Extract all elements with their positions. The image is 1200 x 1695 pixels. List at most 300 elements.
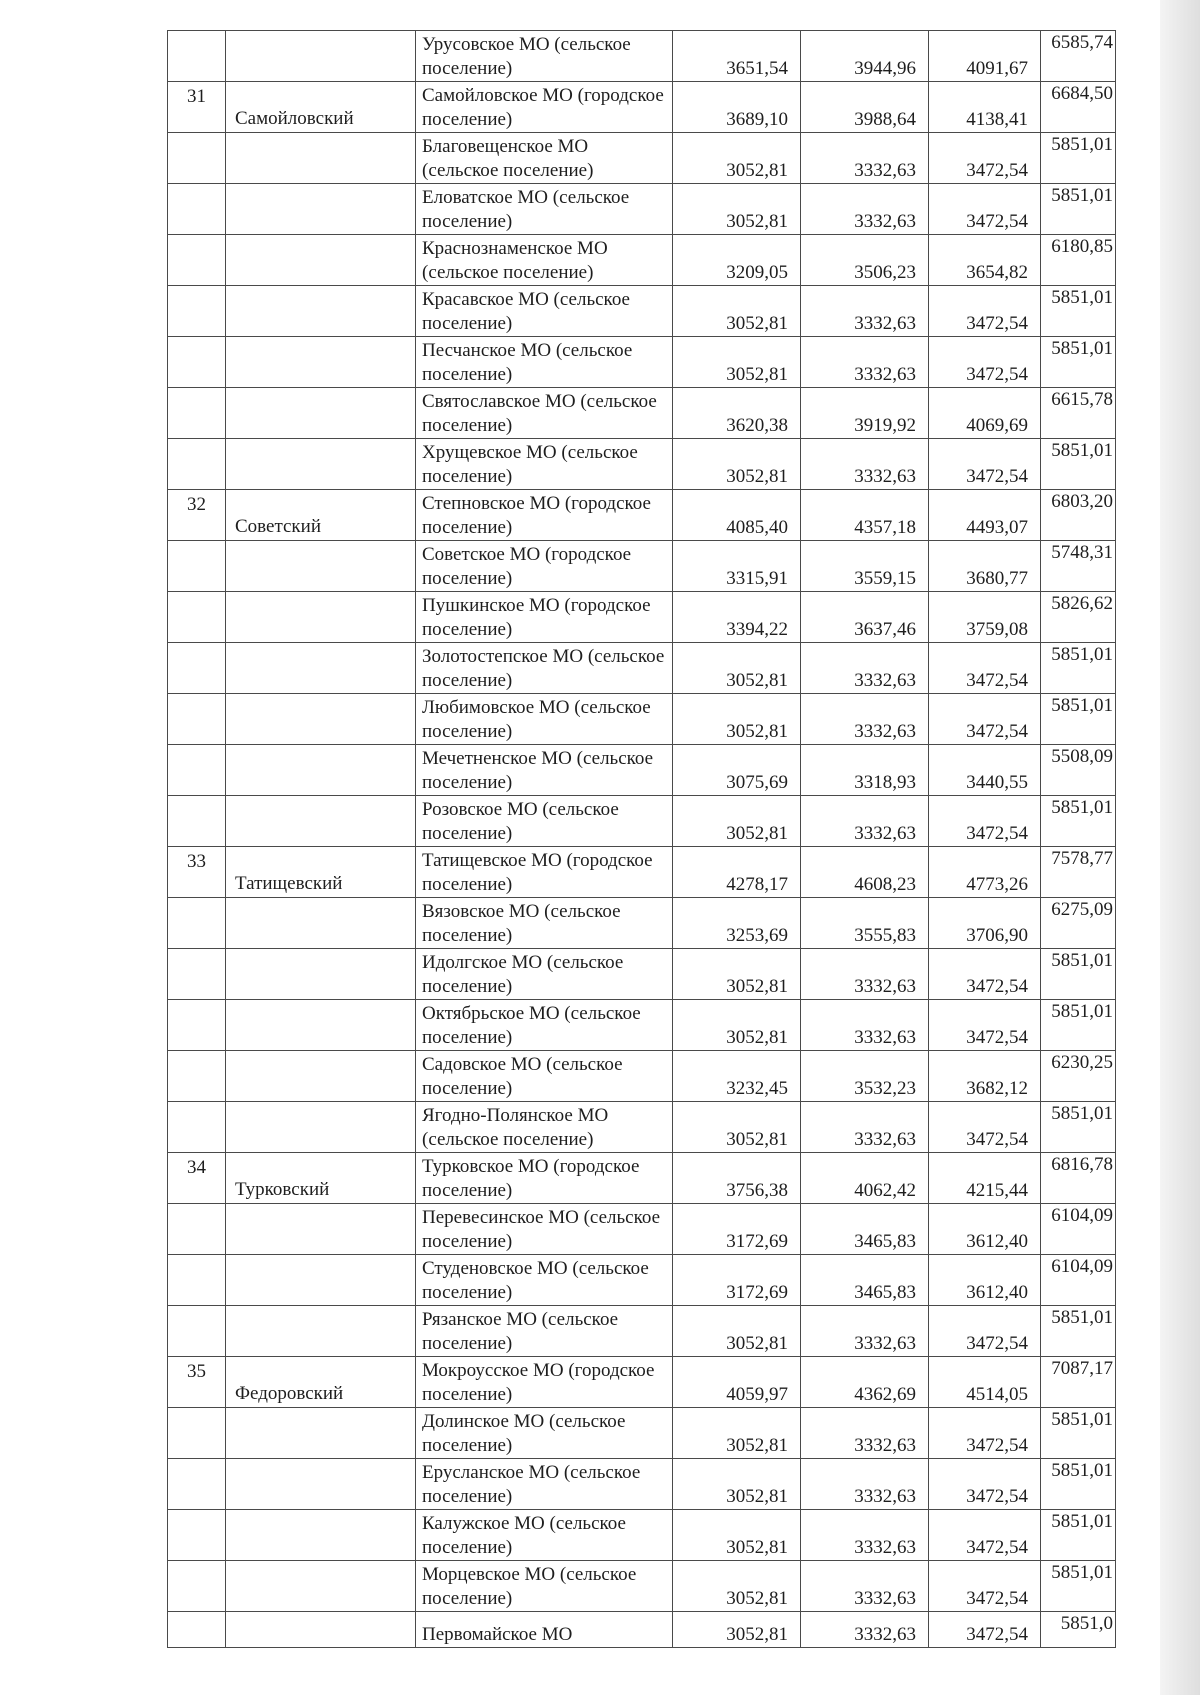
value-cell-4 bbox=[1041, 1102, 1116, 1153]
table-row bbox=[168, 898, 1116, 949]
municipality-cell bbox=[416, 31, 673, 82]
value-text-1: 3172,69 bbox=[726, 1231, 788, 1252]
municipality-cell bbox=[416, 1357, 673, 1408]
value-cell-3 bbox=[929, 82, 1041, 133]
value-cell-2 bbox=[801, 949, 929, 1000]
value-text-4: 5851,01 bbox=[1051, 185, 1113, 206]
value-cell-4 bbox=[1041, 1561, 1116, 1612]
table-row bbox=[168, 796, 1116, 847]
value-cell-4 bbox=[1041, 388, 1116, 439]
value-text-1: 3052,81 bbox=[726, 1027, 788, 1048]
value-cell-3 bbox=[929, 1204, 1041, 1255]
municipality-text: Садовское МО (сельское поселение) bbox=[422, 1054, 623, 1099]
value-cell-4 bbox=[1041, 1408, 1116, 1459]
value-text-4: 5851,01 bbox=[1051, 338, 1113, 359]
table-row bbox=[168, 1408, 1116, 1459]
value-text-1: 3052,81 bbox=[726, 364, 788, 385]
value-cell-2 bbox=[801, 337, 929, 388]
district-cell bbox=[226, 796, 416, 847]
value-text-3: 3612,40 bbox=[966, 1282, 1028, 1303]
value-text-1: 3052,81 bbox=[726, 1537, 788, 1558]
value-cell-4 bbox=[1041, 1612, 1116, 1648]
value-cell-1 bbox=[673, 1612, 801, 1648]
value-text-4: 6104,09 bbox=[1051, 1256, 1113, 1277]
municipality-cell bbox=[416, 1459, 673, 1510]
value-text-1: 3756,38 bbox=[726, 1180, 788, 1201]
value-text-4: 5851,01 bbox=[1051, 644, 1113, 665]
row-number-text: 33 bbox=[187, 851, 206, 872]
row-number-text: 35 bbox=[187, 1361, 206, 1382]
row-number-cell bbox=[168, 1561, 226, 1612]
value-cell-3 bbox=[929, 1408, 1041, 1459]
district-cell bbox=[226, 439, 416, 490]
value-cell-1 bbox=[673, 1102, 801, 1153]
table-row bbox=[168, 694, 1116, 745]
value-text-4: 5851,01 bbox=[1051, 695, 1113, 716]
municipality-text: Турковское МО (городское поселение) bbox=[422, 1156, 640, 1201]
municipality-text: Мокроусское МО (городское поселение) bbox=[422, 1360, 655, 1405]
table-row bbox=[168, 82, 1116, 133]
row-number-cell bbox=[168, 643, 226, 694]
municipality-text: Студеновское МО (сельское поселение) bbox=[422, 1258, 649, 1303]
page-edge-shadow bbox=[1160, 0, 1200, 1695]
value-cell-4 bbox=[1041, 286, 1116, 337]
value-cell-3 bbox=[929, 898, 1041, 949]
table-row bbox=[168, 337, 1116, 388]
municipality-text: Самойловское МО (городское поселение) bbox=[422, 85, 664, 130]
value-text-2: 3532,23 bbox=[854, 1078, 916, 1099]
value-text-3: 3472,54 bbox=[966, 211, 1028, 232]
value-text-3: 4215,44 bbox=[966, 1180, 1028, 1201]
district-cell bbox=[226, 388, 416, 439]
value-cell-1 bbox=[673, 796, 801, 847]
table-row bbox=[168, 1204, 1116, 1255]
value-text-2: 3332,63 bbox=[854, 1486, 916, 1507]
value-text-4: 7578,77 bbox=[1051, 848, 1113, 869]
value-text-2: 3332,63 bbox=[854, 160, 916, 181]
district-cell bbox=[226, 286, 416, 337]
row-number-cell bbox=[168, 541, 226, 592]
municipality-cell bbox=[416, 1204, 673, 1255]
row-number-cell bbox=[168, 31, 226, 82]
value-text-3: 4773,26 bbox=[966, 874, 1028, 895]
row-number-cell bbox=[168, 490, 226, 541]
value-cell-4 bbox=[1041, 541, 1116, 592]
municipality-text: Благовещенское МО (сельское поселение) bbox=[422, 136, 594, 181]
row-number-cell bbox=[168, 184, 226, 235]
value-text-1: 3052,81 bbox=[726, 1129, 788, 1150]
row-number-cell bbox=[168, 235, 226, 286]
value-cell-4 bbox=[1041, 796, 1116, 847]
district-cell bbox=[226, 184, 416, 235]
row-number-cell bbox=[168, 1357, 226, 1408]
value-cell-4 bbox=[1041, 31, 1116, 82]
value-text-1: 3620,38 bbox=[726, 415, 788, 436]
district-cell bbox=[226, 1459, 416, 1510]
district-cell bbox=[226, 1357, 416, 1408]
value-text-4: 5851,01 bbox=[1051, 1307, 1113, 1328]
municipality-cell bbox=[416, 82, 673, 133]
value-cell-1 bbox=[673, 133, 801, 184]
table-row bbox=[168, 1510, 1116, 1561]
value-cell-4 bbox=[1041, 898, 1116, 949]
value-cell-3 bbox=[929, 388, 1041, 439]
municipality-cell bbox=[416, 796, 673, 847]
municipality-cell bbox=[416, 898, 673, 949]
municipality-cell bbox=[416, 1510, 673, 1561]
district-cell bbox=[226, 1153, 416, 1204]
value-text-2: 3332,63 bbox=[854, 670, 916, 691]
table-row bbox=[168, 184, 1116, 235]
value-cell-4 bbox=[1041, 745, 1116, 796]
value-cell-1 bbox=[673, 31, 801, 82]
value-text-1: 3052,81 bbox=[726, 1588, 788, 1609]
district-cell bbox=[226, 1204, 416, 1255]
table-body bbox=[168, 31, 1116, 1648]
district-cell bbox=[226, 643, 416, 694]
value-cell-4 bbox=[1041, 337, 1116, 388]
table-row bbox=[168, 235, 1116, 286]
value-cell-2 bbox=[801, 439, 929, 490]
table-row bbox=[168, 949, 1116, 1000]
value-cell-3 bbox=[929, 31, 1041, 82]
value-text-1: 3689,10 bbox=[726, 109, 788, 130]
value-cell-3 bbox=[929, 1510, 1041, 1561]
value-text-2: 3332,63 bbox=[854, 466, 916, 487]
value-cell-4 bbox=[1041, 235, 1116, 286]
value-cell-2 bbox=[801, 490, 929, 541]
value-text-4: 6803,20 bbox=[1051, 491, 1113, 512]
value-text-4: 6104,09 bbox=[1051, 1205, 1113, 1226]
value-cell-1 bbox=[673, 490, 801, 541]
value-cell-2 bbox=[801, 82, 929, 133]
value-text-3: 3472,54 bbox=[966, 1435, 1028, 1456]
value-cell-2 bbox=[801, 898, 929, 949]
value-cell-3 bbox=[929, 235, 1041, 286]
value-cell-1 bbox=[673, 1000, 801, 1051]
value-text-3: 3472,54 bbox=[966, 976, 1028, 997]
row-number-cell bbox=[168, 1153, 226, 1204]
value-cell-4 bbox=[1041, 592, 1116, 643]
value-cell-3 bbox=[929, 439, 1041, 490]
municipality-cell bbox=[416, 1255, 673, 1306]
value-cell-1 bbox=[673, 439, 801, 490]
value-text-2: 3559,15 bbox=[854, 568, 916, 589]
municipality-text: Красавское МО (сельское поселение) bbox=[422, 289, 630, 334]
district-cell bbox=[226, 745, 416, 796]
value-text-1: 3172,69 bbox=[726, 1282, 788, 1303]
municipality-cell bbox=[416, 1306, 673, 1357]
municipality-cell bbox=[416, 949, 673, 1000]
value-cell-2 bbox=[801, 388, 929, 439]
table-row bbox=[168, 439, 1116, 490]
district-cell bbox=[226, 490, 416, 541]
value-text-4: 5508,09 bbox=[1051, 746, 1113, 767]
municipality-text: Калужское МО (сельское поселение) bbox=[422, 1513, 626, 1558]
value-cell-2 bbox=[801, 1102, 929, 1153]
district-cell bbox=[226, 898, 416, 949]
value-text-3: 3472,54 bbox=[966, 466, 1028, 487]
district-cell bbox=[226, 337, 416, 388]
value-cell-2 bbox=[801, 31, 929, 82]
municipality-cell bbox=[416, 541, 673, 592]
value-cell-3 bbox=[929, 1051, 1041, 1102]
value-cell-3 bbox=[929, 643, 1041, 694]
row-number-cell bbox=[168, 745, 226, 796]
municipality-cell bbox=[416, 643, 673, 694]
value-cell-4 bbox=[1041, 949, 1116, 1000]
value-cell-2 bbox=[801, 235, 929, 286]
municipality-text: Перевесинское МО (сельское поселение) bbox=[422, 1207, 661, 1252]
value-cell-4 bbox=[1041, 1459, 1116, 1510]
municipality-text: Еловатское МО (сельское поселение) bbox=[422, 187, 630, 232]
value-cell-2 bbox=[801, 1357, 929, 1408]
row-number-cell bbox=[168, 1510, 226, 1561]
value-cell-3 bbox=[929, 1612, 1041, 1648]
value-cell-3 bbox=[929, 286, 1041, 337]
tariff-table bbox=[167, 30, 1116, 1648]
municipality-text: Ягодно-Полянское МО (сельское поселение) bbox=[422, 1105, 609, 1150]
district-text: Татищевский bbox=[235, 873, 343, 894]
value-cell-3 bbox=[929, 796, 1041, 847]
municipality-text: Розовское МО (сельское поселение) bbox=[422, 799, 619, 844]
value-cell-4 bbox=[1041, 1000, 1116, 1051]
value-cell-4 bbox=[1041, 1357, 1116, 1408]
value-cell-4 bbox=[1041, 82, 1116, 133]
value-text-3: 3612,40 bbox=[966, 1231, 1028, 1252]
value-cell-2 bbox=[801, 643, 929, 694]
municipality-text: Урусовское МО (сельское поселение) bbox=[422, 34, 631, 79]
value-cell-4 bbox=[1041, 1306, 1116, 1357]
value-cell-1 bbox=[673, 337, 801, 388]
row-number-cell bbox=[168, 1408, 226, 1459]
value-text-1: 3052,81 bbox=[726, 1333, 788, 1354]
value-text-3: 3472,54 bbox=[966, 670, 1028, 691]
value-cell-1 bbox=[673, 949, 801, 1000]
value-cell-3 bbox=[929, 949, 1041, 1000]
district-cell bbox=[226, 1051, 416, 1102]
value-cell-4 bbox=[1041, 439, 1116, 490]
value-text-4: 5826,62 bbox=[1051, 593, 1113, 614]
value-cell-1 bbox=[673, 1255, 801, 1306]
value-cell-2 bbox=[801, 847, 929, 898]
value-text-1: 3253,69 bbox=[726, 925, 788, 946]
table-row bbox=[168, 1000, 1116, 1051]
value-cell-2 bbox=[801, 1306, 929, 1357]
value-cell-2 bbox=[801, 1051, 929, 1102]
value-text-3: 3472,54 bbox=[966, 1333, 1028, 1354]
value-text-2: 3332,63 bbox=[854, 1624, 916, 1645]
row-number-cell bbox=[168, 796, 226, 847]
table-row bbox=[168, 388, 1116, 439]
value-cell-1 bbox=[673, 541, 801, 592]
value-text-4: 5851,01 bbox=[1051, 797, 1113, 818]
value-cell-2 bbox=[801, 1459, 929, 1510]
table-row bbox=[168, 1459, 1116, 1510]
district-text: Турковский bbox=[235, 1179, 330, 1200]
value-text-2: 3919,92 bbox=[854, 415, 916, 436]
value-text-3: 3472,54 bbox=[966, 1027, 1028, 1048]
value-text-4: 5851,01 bbox=[1051, 440, 1113, 461]
value-cell-2 bbox=[801, 184, 929, 235]
value-cell-2 bbox=[801, 1153, 929, 1204]
value-text-2: 4608,23 bbox=[854, 874, 916, 895]
municipality-cell bbox=[416, 439, 673, 490]
value-text-2: 3318,93 bbox=[854, 772, 916, 793]
value-text-3: 3472,54 bbox=[966, 313, 1028, 334]
value-cell-2 bbox=[801, 1255, 929, 1306]
row-number-cell bbox=[168, 1255, 226, 1306]
value-text-1: 3052,81 bbox=[726, 1486, 788, 1507]
municipality-text: Ерусланское МО (сельское поселение) bbox=[422, 1462, 641, 1507]
district-cell bbox=[226, 1612, 416, 1648]
value-cell-1 bbox=[673, 898, 801, 949]
value-text-1: 3052,81 bbox=[726, 976, 788, 997]
municipality-text: Песчанское МО (сельское поселение) bbox=[422, 340, 633, 385]
value-cell-2 bbox=[801, 694, 929, 745]
value-cell-3 bbox=[929, 847, 1041, 898]
value-text-1: 3394,22 bbox=[726, 619, 788, 640]
municipality-cell bbox=[416, 286, 673, 337]
table-row bbox=[168, 745, 1116, 796]
value-text-3: 4091,67 bbox=[966, 58, 1028, 79]
municipality-text: Первомайское МО bbox=[422, 1624, 573, 1645]
value-cell-3 bbox=[929, 1357, 1041, 1408]
value-text-1: 3052,81 bbox=[726, 160, 788, 181]
municipality-cell bbox=[416, 1561, 673, 1612]
municipality-text: Золотостепское МО (сельское поселение) bbox=[422, 646, 665, 691]
value-text-3: 3472,54 bbox=[966, 823, 1028, 844]
value-cell-1 bbox=[673, 82, 801, 133]
value-cell-1 bbox=[673, 184, 801, 235]
value-text-1: 3052,81 bbox=[726, 211, 788, 232]
row-number-cell bbox=[168, 439, 226, 490]
value-text-4: 5851,0 bbox=[1060, 1613, 1113, 1634]
value-text-4: 5851,01 bbox=[1051, 950, 1113, 971]
value-text-4: 5748,31 bbox=[1051, 542, 1113, 563]
value-text-3: 3472,54 bbox=[966, 1486, 1028, 1507]
value-text-1: 3052,81 bbox=[726, 466, 788, 487]
value-text-2: 3465,83 bbox=[854, 1282, 916, 1303]
municipality-text: Мечетненское МО (сельское поселение) bbox=[422, 748, 654, 793]
row-number-text: 32 bbox=[187, 494, 206, 515]
value-text-4: 6585,74 bbox=[1051, 32, 1113, 53]
value-cell-1 bbox=[673, 235, 801, 286]
municipality-cell bbox=[416, 184, 673, 235]
district-cell bbox=[226, 235, 416, 286]
value-cell-3 bbox=[929, 1561, 1041, 1612]
table-row bbox=[168, 1306, 1116, 1357]
row-number-cell bbox=[168, 1000, 226, 1051]
value-cell-2 bbox=[801, 541, 929, 592]
row-number-cell bbox=[168, 133, 226, 184]
table-row bbox=[168, 286, 1116, 337]
value-cell-4 bbox=[1041, 847, 1116, 898]
district-cell bbox=[226, 1255, 416, 1306]
value-text-1: 3052,81 bbox=[726, 721, 788, 742]
table-row bbox=[168, 847, 1116, 898]
municipality-text: Долинское МО (сельское поселение) bbox=[422, 1411, 626, 1456]
value-text-2: 3332,63 bbox=[854, 1537, 916, 1558]
value-text-4: 5851,01 bbox=[1051, 1001, 1113, 1022]
district-cell bbox=[226, 1408, 416, 1459]
municipality-cell bbox=[416, 745, 673, 796]
municipality-cell bbox=[416, 1000, 673, 1051]
value-text-3: 4493,07 bbox=[966, 517, 1028, 538]
table-row bbox=[168, 541, 1116, 592]
value-text-2: 3988,64 bbox=[854, 109, 916, 130]
value-text-4: 6615,78 bbox=[1051, 389, 1113, 410]
value-text-3: 3759,08 bbox=[966, 619, 1028, 640]
value-cell-1 bbox=[673, 1459, 801, 1510]
value-text-3: 4138,41 bbox=[966, 109, 1028, 130]
value-text-2: 4362,69 bbox=[854, 1384, 916, 1405]
value-text-2: 3332,63 bbox=[854, 1588, 916, 1609]
municipality-cell bbox=[416, 388, 673, 439]
municipality-cell bbox=[416, 337, 673, 388]
value-text-3: 3472,54 bbox=[966, 1129, 1028, 1150]
value-cell-3 bbox=[929, 490, 1041, 541]
table-row bbox=[168, 1153, 1116, 1204]
value-cell-3 bbox=[929, 592, 1041, 643]
district-cell bbox=[226, 592, 416, 643]
table-row bbox=[168, 1561, 1116, 1612]
district-cell bbox=[226, 1102, 416, 1153]
value-cell-2 bbox=[801, 1510, 929, 1561]
value-text-2: 3332,63 bbox=[854, 313, 916, 334]
row-number-cell bbox=[168, 1102, 226, 1153]
municipality-cell bbox=[416, 1612, 673, 1648]
value-cell-2 bbox=[801, 133, 929, 184]
value-cell-1 bbox=[673, 388, 801, 439]
value-text-3: 3680,77 bbox=[966, 568, 1028, 589]
municipality-cell bbox=[416, 490, 673, 541]
value-cell-3 bbox=[929, 745, 1041, 796]
value-text-3: 3440,55 bbox=[966, 772, 1028, 793]
value-text-2: 4062,42 bbox=[854, 1180, 916, 1201]
value-cell-1 bbox=[673, 1561, 801, 1612]
value-text-3: 3706,90 bbox=[966, 925, 1028, 946]
value-cell-3 bbox=[929, 1306, 1041, 1357]
value-text-4: 5851,01 bbox=[1051, 1103, 1113, 1124]
value-cell-3 bbox=[929, 1102, 1041, 1153]
value-cell-4 bbox=[1041, 643, 1116, 694]
value-cell-1 bbox=[673, 1204, 801, 1255]
value-cell-4 bbox=[1041, 1153, 1116, 1204]
value-cell-3 bbox=[929, 1459, 1041, 1510]
district-cell bbox=[226, 1306, 416, 1357]
value-text-1: 3315,91 bbox=[726, 568, 788, 589]
value-cell-1 bbox=[673, 1510, 801, 1561]
municipality-text: Идолгское МО (сельское поселение) bbox=[422, 952, 624, 997]
table-row bbox=[168, 1612, 1116, 1648]
value-cell-1 bbox=[673, 1357, 801, 1408]
district-cell bbox=[226, 847, 416, 898]
municipality-cell bbox=[416, 847, 673, 898]
district-cell bbox=[226, 31, 416, 82]
table-row bbox=[168, 490, 1116, 541]
district-text: Федоровский bbox=[235, 1383, 344, 1404]
value-text-2: 3332,63 bbox=[854, 211, 916, 232]
value-cell-2 bbox=[801, 1408, 929, 1459]
district-text: Самойловский bbox=[235, 108, 354, 129]
district-cell bbox=[226, 1000, 416, 1051]
value-text-3: 4069,69 bbox=[966, 415, 1028, 436]
municipality-cell bbox=[416, 1408, 673, 1459]
value-text-2: 4357,18 bbox=[854, 517, 916, 538]
value-text-2: 3555,83 bbox=[854, 925, 916, 946]
value-cell-2 bbox=[801, 1561, 929, 1612]
